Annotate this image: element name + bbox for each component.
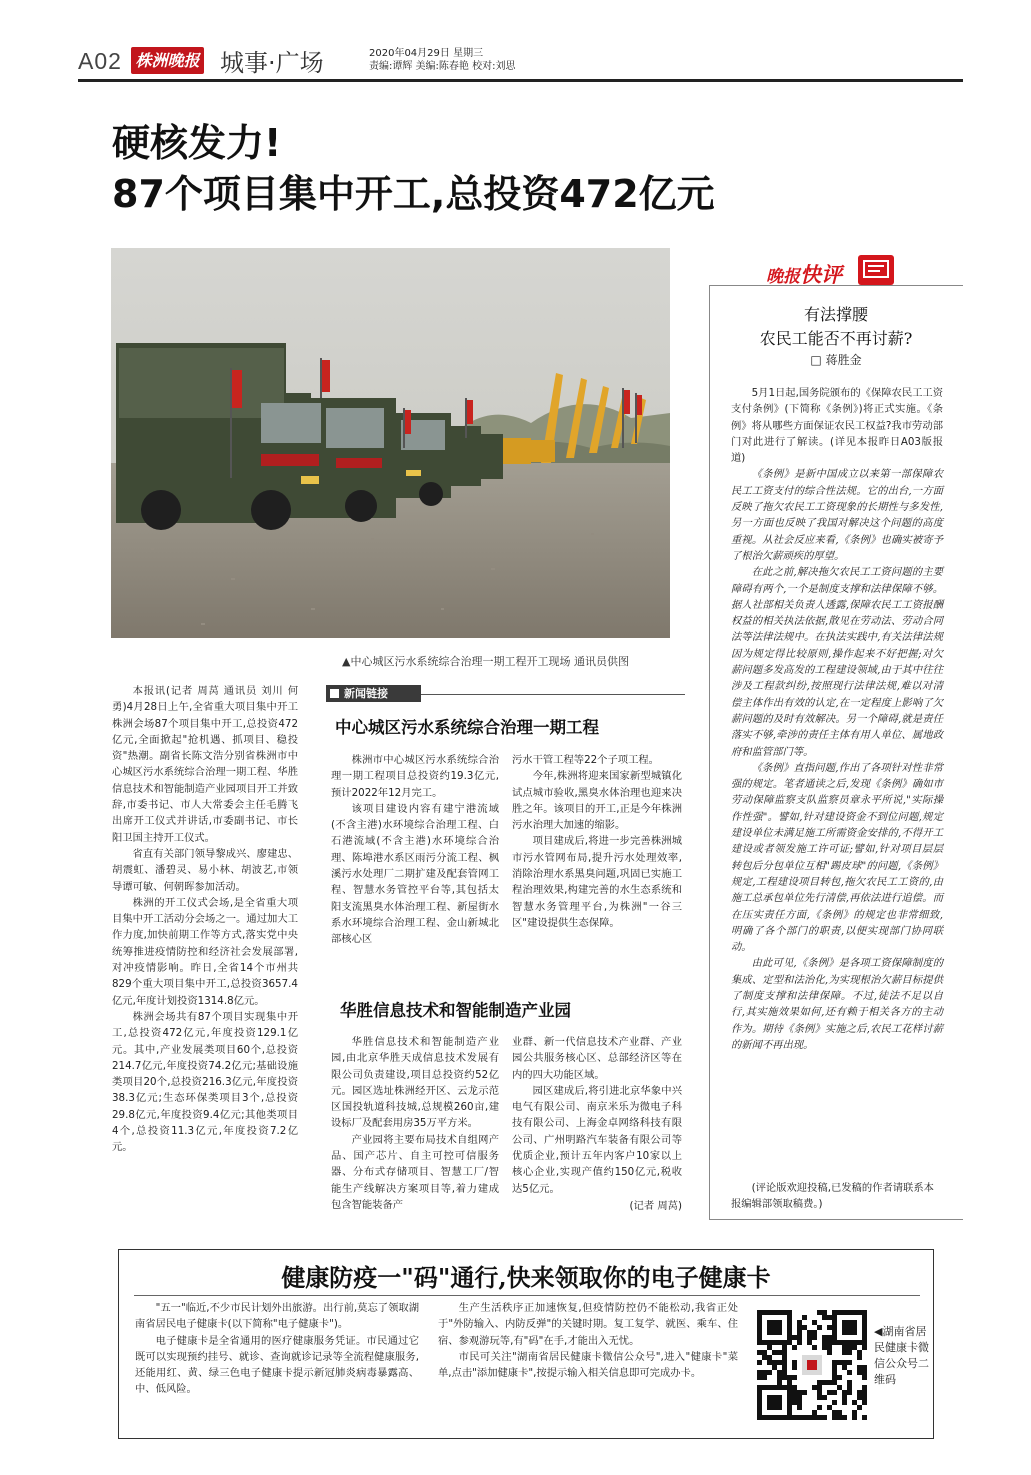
photo-caption: ▲中心城区污水系统综合治理一期工程开工现场 通讯员供图 [342,655,629,668]
lead-article-column [112,683,298,1156]
subsection-title-sewage: 中心城区污水系统综合治理一期工程 [335,718,599,737]
commentary-body [731,385,943,1053]
industrial-park-paragraph: 业群、新一代信息技术产业群、产业园公共服务核心区、总部经济区等在内的四大功能区域。 [512,1036,682,1081]
qr-code[interactable] [757,1310,867,1420]
industrial-park-column-a [331,1034,499,1213]
health-card-paragraph: 市民可关注"湖南省居民健康卡微信公众号",进入"健康卡"菜单,点击"添加健康卡",按提示输入相关信息即可完成办卡。 [438,1350,738,1380]
news-link-rule [421,694,685,695]
issue-staff: 责编:谭辉 美编:陈春艳 校对:刘思 [369,61,516,72]
health-card-paragraph: 电子健康卡是全省通用的医疗健康服务凭证。市民通过它既可以实现预约挂号、就诊、查询就诊记录等全流程健康服务,还能用红、黄、绿三色电子健康卡提示新冠肺炎病毒暴露高、中、低风险。 [135,1334,419,1396]
section-name: 城事·广场 [220,49,324,77]
commentary-paragraph: 由此可见,《条例》是各项工资保障制度的集成、定型和法治化,为实现根治欠薪目标提供了制度支撑和法律保障。不过,徒法不足以自行,其实施效果如何,还有赖于相关各方的主动作为。期待《条例》实施之后,农民工花样讨薪的新闻不再出现。 [731,957,943,1051]
health-card-column-1 [135,1300,419,1398]
sewage-paragraph: 株洲市中心城区污水系统综合治理一期工程项目总投资约19.3亿元,预计2022年12月完工。 [331,754,499,799]
newspaper-logo: 株洲晚报 [131,47,204,74]
commentary-title-line-1: 有法撑腰 [803,305,868,324]
qr-caption: ◀湖南省居民健康卡微信公众号二维码 [874,1325,929,1386]
sewage-column-a [331,752,499,948]
headline-line-1: 硬核发力! [112,121,282,165]
commentary-author: □ 蒋胜金 [810,353,862,367]
industrial-park-paragraph: 园区建成后,将引进北京华象中兴电气有限公司、南京米乐为微电子科技有限公司、上海金卓网络科技有限公司、广州明路汽车装备有限公司等优质企业,预计五年内客户10家以上核心企业,实现产值约150亿元,税收达5亿元。 [512,1084,682,1195]
sewage-paragraph: 项目建成后,将进一步完善株洲城市污水管网布局,提升污水处理效率,消除治理水系黑臭问题,巩固已实施工程治理效果,构建完善的水生态系统和智慧水务管理平台,为株洲"一谷三区"建设提供生态保障。 [512,835,682,929]
page-number: A02 [78,48,122,74]
subsection-title-industrial-park: 华胜信息技术和智能制造产业园 [340,1001,571,1020]
news-link-tag: 新闻链接 [326,685,421,702]
sewage-paragraph: 该项目建设内容有建宁港流域(不含主港)水环境综合治理工程、白石港流域(不含主港)水环境综合治理、陈埠港水系区雨污分流工程、枫溪污水处理厂二期扩建及配套管网工程、智慧水务管控平台等,其包括太阳支流黑臭水体治理工程、新屋街水系水环境综合治理工程、金山新城北部核心区 [331,802,499,946]
issue-info [369,47,515,73]
commentary-icon [858,255,894,285]
health-card-paragraph: 生产生活秩序正加速恢复,但疫情防控仍不能松动,我省正处于"外防输入、内防反弹"的关键时期。复工复学、就医、乘车、住宿、参观游玩等,有"码"在手,才能出入无忧。 [438,1302,738,1347]
commentary-paragraph: 《条例》是新中国成立以来第一部保障农民工工资支付的综合性法规。它的出台,一方面反映了拖欠农民工工资现象的长期性与多发性,另一方面也反映了我国对解决这个问题的高度重视。从社会反应来看,《条例》也确实被寄予了根治欠薪顽疾的厚望。 [731,468,943,562]
sewage-column-b [512,752,682,931]
commentary-paragraph: 5月1日起,国务院颁布的《保障农民工工资支付条例》(下简称《条例》)将正式实施。《条例》将从哪些方面保证农民工权益?我市劳动部门对此进行了解读。(详见本报昨日A03版报道) [731,387,944,465]
headline-line-2: 87个项目集中开工,总投资472亿元 [112,172,715,216]
commentary-paragraph: 在此之前,解决拖欠农民工工资问题的主要障碍有两个,一个是制度支撑和法律保障不够。据人社部相关负责人透露,保障农民工工资报酬权益的相关执法依据,散见在劳动法、劳动合同法等法律法规中。在执法实践中,有关法律法规因为规定得比较原则,操作起来不好把握;对欠薪问题多发高发的工程建设领域,由于其中往往涉及工程款纠纷,按照现行法律法规,难以对清偿主体作出有效的认定,在一定程度上影响了欠薪问题的及时有效解决。另一个障碍,就是责任落实不够,牵涉的责任主体有用人单位、属地政府和监管部门等。 [731,566,943,758]
masthead-rule [78,79,963,82]
lead-paragraph: 省直有关部门领导黎成兴、廖建忠、胡震虹、潘碧灵、易小林、胡波艺,市领导谭可敏、何朝晖参加活动。 [112,847,298,893]
health-card-title: 健康防疫一"码"通行,快来领取你的电子健康卡 [281,1263,771,1292]
health-card-paragraph: "五一"临近,不少市民计划外出旅游。出行前,莫忘了领取湖南省居民电子健康卡(以下简称"电子健康卡")。 [135,1302,419,1331]
health-card-rule [134,1295,920,1296]
commentary-paragraph: 《条例》直指问题,作出了各项针对性非常强的规定。笔者通读之后,发现《条例》确如市劳动保障监察支队监察员章永平所说,"实际操作性强"。譬如,针对建设资金不到位问题,规定建设单位未满足施工所需资金安排的,不得开工建设或者领发施工许可证;譬如,针对项目层层转包后分包单位互相"踢皮球"的问题,《条例》规定,工程建设项目转包,拖欠农民工工资的,由施工总承包单位先行清偿,再依法进行追偿。而在压实责任方面,《条例》的规定也非常细致,明确了各个部门的职责,以便实现部门协同联动。 [731,761,943,954]
construction-site-photo [111,248,670,638]
lead-paragraph: 本报讯(记者 周莴 通讯员 刘川 何勇)4月28日上午,全省重大项目集中开工株洲会场87个项目集中开工,总投资472亿元,全面掀起"抢机遇、抓项目、稳投资"热潮。副省长陈文浩分别省株洲市中心城区污水系统综合治理一期工程、华胜信息技术和智能制造产业园项目开工并致辞,市委书记、市人大常委会主任毛腾飞出席开工仪式并讲话,市委副书记、市长阳卫国主持开工仪式。 [112,685,298,844]
lead-paragraph: 株洲会场共有87个项目实现集中开工,总投资472亿元,年度投资129.1亿元。其中,产业发展类项目60个,总投资214.7亿元,年度投资74.2亿元;基础设施类项目20个,总投资216.3亿元,年度投资38.3亿元;生态环保类项目3个,总投资29.8亿元,年度投资9.4亿元;其他类项目4个,总投资11.3亿元,年度投资7.2亿元。 [112,1010,298,1154]
sewage-paragraph: 今年,株洲将迎来国家新型城镇化试点城市验收,黑臭水体治理也迎来决胜之年。该项目的开工,正是今年株洲污水治理大加速的缩影。 [512,770,682,832]
article-signature: (记者 周莴) [629,1200,682,1212]
commentary-tag-prefix: 晚报 [766,267,800,287]
commentary-note: (评论版欢迎投稿,已发稿的作者请联系本报编辑部领取稿费。) [731,1182,934,1211]
industrial-park-paragraph: 产业园将主要布局技术自组网产品、国产芯片、自主可控可信服务器、分布式存储项目、智慧工厂/智能生产线解决方案项目等,着力建成包含智能装备产 [331,1133,499,1211]
commentary-title-line-2: 农民工能否不再讨薪? [759,329,913,348]
health-card-column-2 [438,1300,738,1381]
industrial-park-column-b [512,1034,682,1197]
lead-paragraph: 株洲的开工仪式会场,是全省重大项目集中开工活动分会场之一。通过加大工作力度,加快前期工作等方式,落实党中央统筹推进疫情防控和经济社会发展部署,对冲疫情影响。昨日,全省14个市州共829个重大项目集中开工,总投资3657.4亿元,年度计划投资1314.8亿元。 [112,896,298,1007]
commentary-tag-main: 快评 [800,263,842,287]
issue-date: 2020年04月29日 星期三 [369,48,484,59]
industrial-park-paragraph: 华胜信息技术和智能制造产业园,由北京华胜天成信息技术发展有限公司负责建设,项目总投资约52亿元。园区选址株洲经开区、云龙示范区国投轨道科技城,总规模260亩,建设标厂及配套用房35万平方米。 [331,1036,499,1130]
sewage-paragraph: 污水干管工程等22个子项工程。 [512,754,659,766]
